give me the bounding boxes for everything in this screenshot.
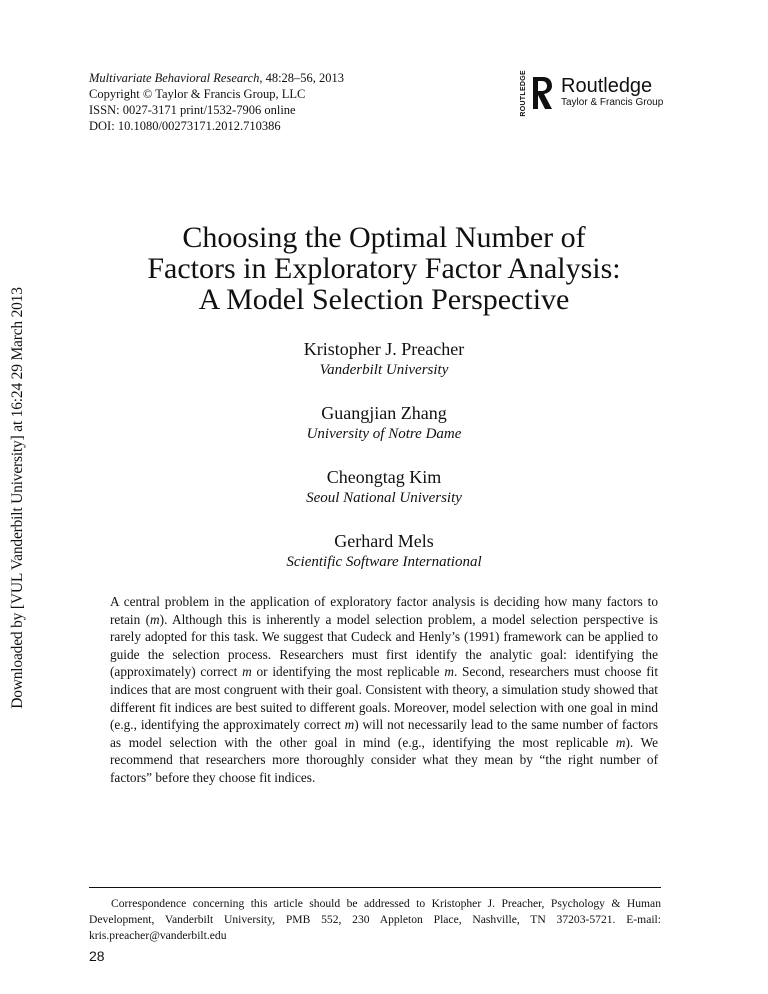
abstract-text: ) will not necessarily lead to the same number of factors as model selection with the other goal in mind (e.g., identifying the most replicable	[110, 717, 659, 750]
publisher-vertical-label: ROUTLEDGE	[520, 70, 527, 117]
abstract-text: ). We recommend that researchers more thoroughly consider what they mean by “the right number of factors” before they choose fit indices.	[110, 734, 658, 785]
title-line-3: A Model Selection Perspective	[198, 283, 570, 316]
author-affiliation: University of Notre Dame	[306, 426, 462, 442]
abstract-text: ). Although this is inherently a model selection problem, a model selection perspective is rarely adopted for this task. We suggest that Cudeck and Henly’s (1991) framework can be applied to guide the selection process. Researchers must first identify the analytic goal: identifying the (approximately) correct	[110, 611, 658, 680]
abstract-math: m	[242, 664, 252, 680]
journal-name: Multivariate Behavioral Research	[89, 71, 260, 85]
author-list	[89, 338, 679, 594]
abstract-math: m	[615, 734, 626, 750]
author-affiliation: Scientific Software International	[286, 554, 482, 570]
copyright-line: Copyright © Taylor & Francis Group, LLC	[89, 87, 306, 101]
author-block	[89, 338, 679, 380]
abstract	[110, 593, 658, 787]
author-name: Kristopher J. Preacher	[303, 339, 465, 359]
author-block	[89, 466, 679, 508]
abstract-math: m	[444, 664, 454, 680]
title-line-1: Choosing the Optimal Number of	[182, 221, 586, 254]
doi-line: DOI: 10.1080/00273171.2012.710386	[89, 119, 281, 133]
download-notice-text: Downloaded by [VUL Vanderbilt University] at 16:24 29 March 2013	[9, 287, 26, 709]
publisher-brand: Routledge	[561, 75, 653, 98]
routledge-r-icon	[531, 75, 553, 111]
journal-info	[89, 70, 344, 134]
abstract-text: or identifying the most replicable	[251, 664, 445, 680]
publisher-names	[561, 76, 663, 110]
author-name: Gerhard Mels	[334, 531, 434, 551]
correspondence-footnote: Correspondence concerning this article should be addressed to Kristopher J. Preacher, Psychology & Human Development, Vanderbilt University, PMB 552, 230 Appleton Place, Nashville, TN 37203-5721. E-mail: kris.preacher@vanderbilt.edu	[89, 897, 661, 942]
issn-line: ISSN: 0027-3171 print/1532-7906 online	[89, 103, 296, 117]
title-line-2: Factors in Exploratory Factor Analysis:	[147, 252, 621, 285]
author-name: Cheongtag Kim	[326, 467, 442, 487]
publisher-logo	[520, 70, 663, 117]
journal-issue: , 48:28–56, 2013	[259, 71, 345, 85]
footnote-divider	[89, 887, 661, 888]
abstract-math: m	[150, 611, 160, 627]
author-affiliation: Vanderbilt University	[319, 362, 449, 378]
author-affiliation: Seoul National University	[306, 490, 462, 506]
abstract-math: m	[344, 717, 355, 733]
journal-citation	[89, 70, 344, 86]
article-title	[89, 222, 679, 315]
author-name: Guangjian Zhang	[321, 403, 447, 423]
abstract-text: A central problem in the application of exploratory factor analysis is deciding how many factors to retain (	[110, 594, 658, 627]
author-block	[89, 530, 679, 572]
publisher-group: Taylor & Francis Group	[561, 97, 664, 109]
page-number: 28	[89, 948, 105, 964]
abstract-text: . Second, researchers must choose fit indices that are most congruent with their goal. Consistent with theory, a simulation study showed that different fit indices are best suited to different goals. Moreover, model selection with one goal in mind (e.g., identifying the approximately correct	[110, 664, 659, 733]
author-block	[89, 402, 679, 444]
